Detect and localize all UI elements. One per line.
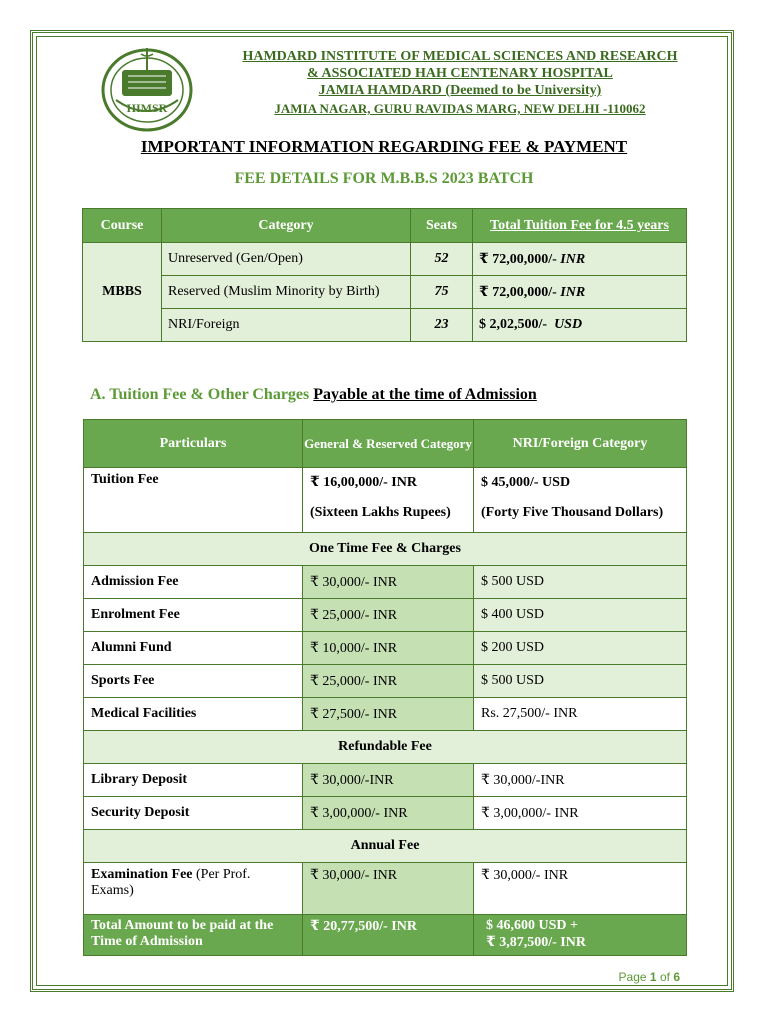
header-nri-foreign: NRI/Foreign Category [474,420,687,468]
institute-name: HAMDARD INSTITUTE OF MEDICAL SCIENCES AND RESEARCH [242,49,678,64]
header-particulars: Particulars [84,420,303,468]
category-cell: NRI/Foreign [162,309,411,342]
band-annual: Annual Fee [84,830,687,863]
hospital-name: & ASSOCIATED HAH CENTENARY HOSPITAL [307,66,613,81]
seats-cell: 23 [411,309,473,342]
band-one-time: One Time Fee & Charges [84,533,687,566]
section-a-prefix: A. Tuition Fee & Other Charges [90,386,310,403]
fee-row-reserved [83,276,687,309]
header-course: Course [83,209,162,243]
section-a-underlined: Payable at the time of Admission [313,386,537,403]
row-examination-fee: Examination Fee (Per Prof. Exams) ₹ 30,000/- INR ₹ 30,000/- INR [84,863,687,915]
fee-row-nri [83,309,687,342]
charges-header-row [84,420,687,468]
category-cell: Reserved (Muslim Minority by Birth) [162,276,411,309]
row-library-deposit: Library Deposit ₹ 30,000/-INR ₹ 30,000/-INR [84,764,687,797]
row-medical-facilities: Medical Facilities ₹ 27,500/- INR Rs. 27,500/- INR [84,698,687,731]
header-seats: Seats [411,209,473,243]
fee-table-header-row [83,209,687,243]
address: JAMIA NAGAR, GURU RAVIDAS MARG, NEW DELHI -110062 [274,101,646,116]
header-category: Category [162,209,411,243]
section-a-heading [90,386,537,404]
row-alumni-fund: Alumni Fund ₹ 10,000/- INR $ 200 USD [84,632,687,665]
exam-label: Examination Fee (Per Prof. Exams) [84,863,303,915]
header-total-fee: Total Tuition Fee for 4.5 years [473,209,687,243]
total-nri: $ 46,600 USD + ₹ 3,87,500/- INR [474,915,687,956]
fee-details-table [82,208,687,342]
row-admission-fee: Admission Fee ₹ 30,000/- INR $ 500 USD [84,566,687,599]
fee-row-unreserved [83,243,687,276]
page-subtitle: FEE DETAILS FOR M.B.B.S 2023 BATCH [234,170,534,187]
tuition-label: Tuition Fee [84,468,303,533]
tuition-row [84,468,687,533]
seats-cell: 75 [411,276,473,309]
seats-cell: 52 [411,243,473,276]
page-title: IMPORTANT INFORMATION REGARDING FEE & PAYMENT [140,137,628,156]
logo-text: HIMSR [126,101,168,115]
fee-cell: ₹ 72,00,000/- INR [473,243,687,276]
row-security-deposit: Security Deposit ₹ 3,00,000/- INR ₹ 3,00,000/- INR [84,797,687,830]
course-mbbs: MBBS [83,243,162,342]
header-general-reserved: General & Reserved Category [303,420,474,468]
tuition-gen: ₹ 16,00,000/- INR (Sixteen Lakhs Rupees) [303,468,474,533]
university-name: JAMIA HAMDARD (Deemed to be University) [318,83,602,98]
band-refundable: Refundable Fee [84,731,687,764]
fee-cell: $ 2,02,500/- USD [473,309,687,342]
row-enrolment-fee: Enrolment Fee ₹ 25,000/- INR $ 400 USD [84,599,687,632]
fee-cell: ₹ 72,00,000/- INR [473,276,687,309]
row-total: Total Amount to be paid at the Time of Admission ₹ 20,77,500/- INR $ 46,600 USD + ₹ 3,87,500/- INR [84,915,687,956]
row-sports-fee: Sports Fee ₹ 25,000/- INR $ 500 USD [84,665,687,698]
tuition-nri: $ 45,000/- USD (Forty Five Thousand Dollars) [474,468,687,533]
page-number: Page 1 of 6 [618,970,680,984]
charges-table [83,419,687,956]
himsr-logo [98,42,196,134]
category-cell: Unreserved (Gen/Open) [162,243,411,276]
